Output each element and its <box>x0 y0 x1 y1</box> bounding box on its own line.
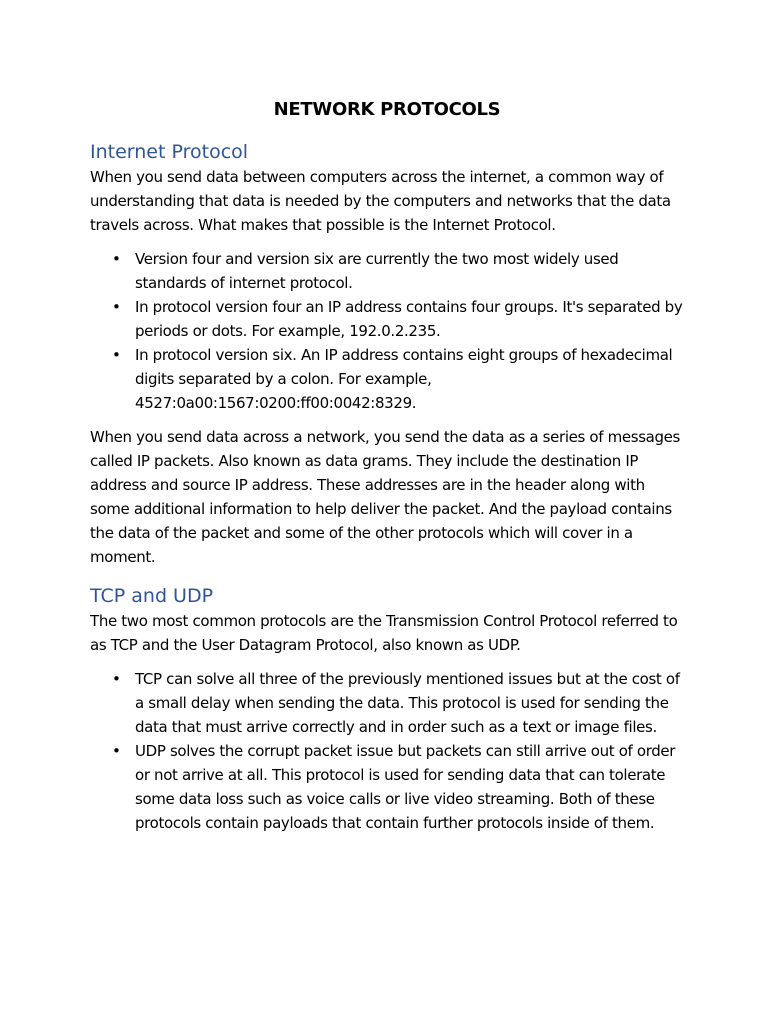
section-body-paragraph: When you send data across a network, you send the data as a series of messages called IP packets. Also known as data grams. They include the destination IP address and source IP address. These addresses are in the header along with some additional information to help deliver the packet. And the payload contains the data of the packet and some of the other protocols which will cover in a moment. <box>90 428 681 566</box>
bullet-text: In protocol version four an IP address contains four groups. It's separated by periods or dots. For example, 192.0.2.235. <box>135 298 683 340</box>
bullet-icon: • <box>112 250 121 268</box>
section-internet-protocol <box>90 139 684 569</box>
bullet-text: In protocol version six. An IP address contains eight groups of hexadecimal digits separated by a colon. For example, 4527:0a00:1567:0200:ff00:0042:8329. <box>135 346 673 412</box>
bullet-item <box>90 295 684 343</box>
document-page <box>90 95 684 845</box>
bullet-icon: • <box>112 298 121 316</box>
bullet-icon: • <box>112 346 121 364</box>
bullet-icon: • <box>112 670 121 688</box>
bullet-icon: • <box>112 742 121 760</box>
bullet-text: TCP can solve all three of the previously mentioned issues but at the cost of a small delay when sending the data. This protocol is used for sending the data that must arrive correctly and in order such as a text or image files. <box>135 670 680 736</box>
bullet-list <box>90 667 684 835</box>
bullet-text: UDP solves the corrupt packet issue but packets can still arrive out of order or not arrive at all. This protocol is used for sending data that can tolerate some data loss such as voice calls or live video streaming. Both of these protocols contain payloads that contain further protocols inside of them. <box>135 742 676 832</box>
section-heading: TCP and UDP <box>90 585 214 607</box>
bullet-item <box>90 739 684 835</box>
section-heading: Internet Protocol <box>90 141 249 163</box>
document-title: NETWORK PROTOCOLS <box>273 99 501 120</box>
bullet-item <box>90 667 684 739</box>
section-intro-paragraph: The two most common protocols are the Transmission Control Protocol referred to as TCP and the User Datagram Protocol, also known as UDP. <box>90 612 678 654</box>
bullet-item <box>90 343 684 415</box>
bullet-item <box>90 247 684 295</box>
bullet-list <box>90 247 684 415</box>
section-tcp-udp <box>90 583 684 835</box>
bullet-text: Version four and version six are currently the two most widely used standards of internet protocol. <box>135 250 619 292</box>
section-intro-paragraph: When you send data between computers across the internet, a common way of understanding that data is needed by the computers and networks that the data travels across. What makes that possible is the Internet Protocol. <box>90 168 671 234</box>
